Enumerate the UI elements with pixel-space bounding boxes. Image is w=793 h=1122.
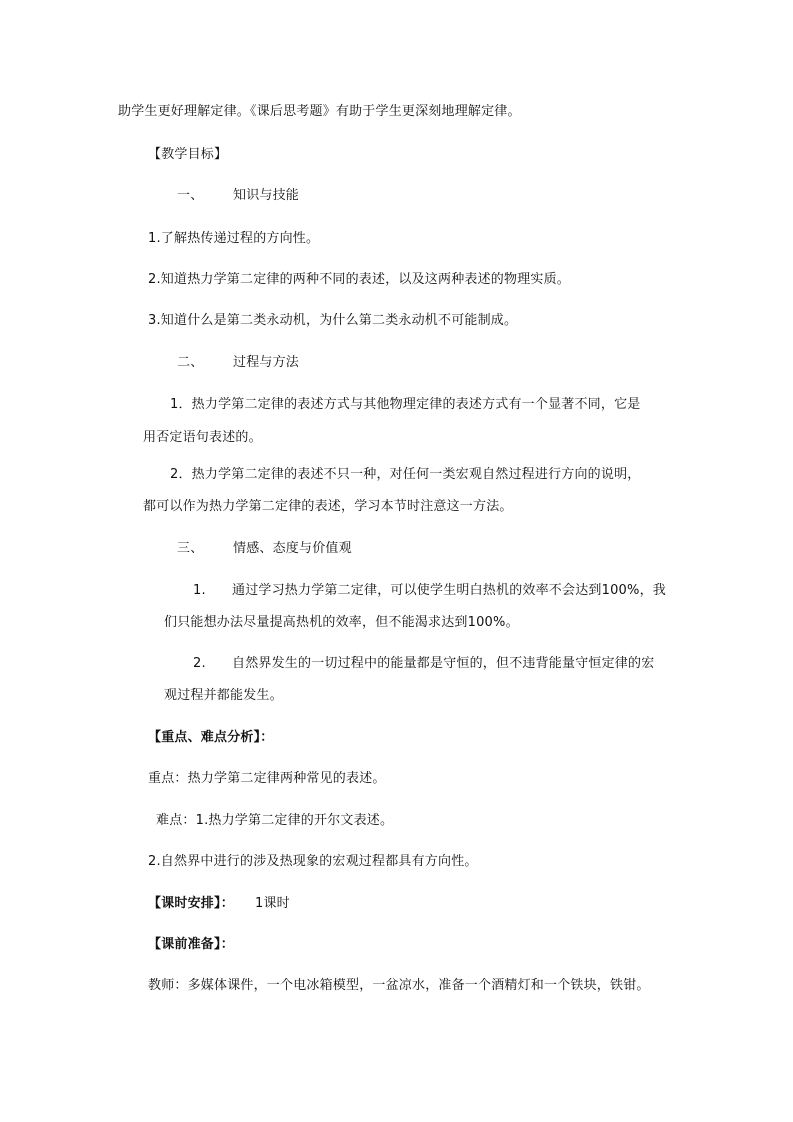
class-time-heading: 【课时安排】：	[148, 896, 234, 911]
class-time-value: 1课时	[255, 896, 290, 911]
emotion-item-1-number: 1.	[193, 583, 206, 598]
section-title-emotion-attitude-values: 情感、态度与价值观	[233, 541, 352, 556]
goal-item-3: 3.知道什么是第二类永动机，为什么第二类永动机不可能制成。	[148, 313, 518, 328]
emotion-item-2-number: 2.	[193, 656, 206, 671]
difficult-point-text: 难点：1.热力学第二定律的开尔文表述。	[156, 813, 394, 828]
section-number-2: 二、	[177, 355, 204, 370]
preparation-heading: 【课前准备】：	[148, 937, 234, 952]
teaching-goals-heading: 【教学目标】	[148, 147, 228, 162]
process-item-2-line-2: 都可以作为热力学第二定律的表述，学习本节时注意这一方法。	[143, 499, 513, 514]
emotion-item-1-line-1: 通过学习热力学第二定律，可以使学生明白热机的效率不会达到100%，我	[232, 583, 666, 598]
goal-item-1: 1.了解热传递过程的方向性。	[148, 231, 320, 246]
process-item-2-line-1: 2．热力学第二定律的表述不只一种，对任何一类宏观自然过程进行方向的说明，	[170, 467, 641, 482]
process-item-1-line-1: 1．热力学第二定律的表述方式与其他物理定律的表述方式有一个显著不同，它是	[170, 397, 641, 412]
key-difficult-points-heading: 【重点、难点分析】：	[148, 730, 274, 745]
section-title-process-method: 过程与方法	[233, 355, 300, 370]
process-item-1-line-2: 用否定语句表述的。	[143, 430, 262, 445]
section-title-knowledge-skills: 知识与技能	[233, 188, 300, 203]
emotion-item-2-line-1: 自然界发生的一切过程中的能量都是守恒的，但不违背能量守恒定律的宏	[232, 656, 655, 671]
intro-text-line: 助学生更好理解定律。《课后思考题》有助于学生更深刻地理解定律。	[118, 104, 521, 119]
teacher-preparation-text: 教师：多媒体课件，一个电冰箱模型，一盆凉水，准备一个酒精灯和一个铁块，铁钳。	[148, 978, 650, 993]
goal-item-2: 2.知道热力学第二定律的两种不同的表述，以及这两种表述的物理实质。	[148, 272, 571, 287]
emotion-item-1-line-2: 们只能想办法尽量提高热机的效率，但不能渴求达到100%。	[164, 615, 519, 630]
emotion-item-2-line-2: 观过程并都能发生。	[164, 688, 283, 703]
difficult-point-item-2: 2.自然界中进行的涉及热现象的宏观过程都具有方向性。	[148, 854, 478, 869]
key-point-text: 重点：热力学第二定律两种常见的表述。	[148, 771, 386, 786]
section-number-1: 一、	[177, 188, 204, 203]
section-number-3: 三、	[177, 541, 204, 556]
